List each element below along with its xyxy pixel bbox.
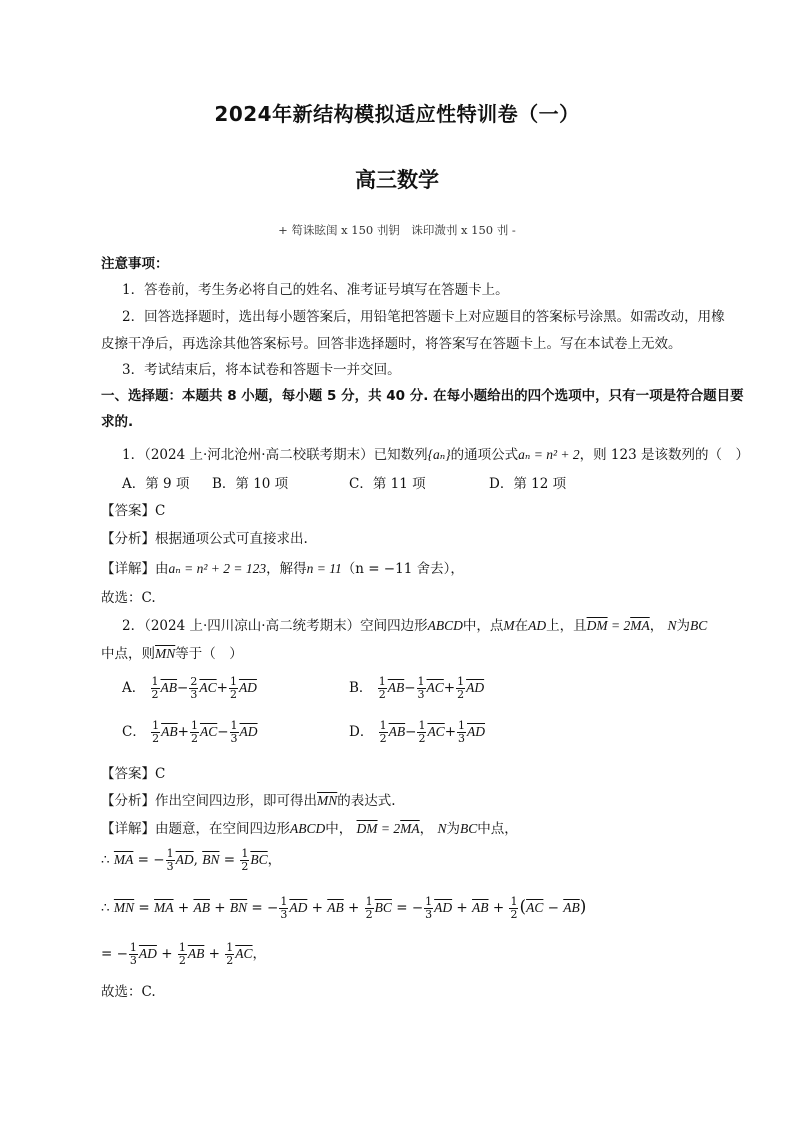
q2-step-1: ∴ $\overline{MA}$ = − $\frac{1}{3}$ $\overline{AD}$, $\overline{BN}$ = $\frac{1}{2}$ $\overline{BC}$， [101, 847, 282, 873]
q1-detail-label: 【详解】由 [101, 561, 169, 577]
q1-stem-c: ，则 123 是该数列的（ ） [579, 447, 749, 463]
q1-conclusion: 故选：C. [101, 590, 156, 606]
q1-detail [101, 557, 464, 577]
q2-step-3: = − $\frac{1}{3}$ $\overline{AD}$ + $\frac{1}{2}$ $\overline{AB}$ + $\frac{1}{2}$ $\overline{AC}$， [101, 941, 266, 967]
q2-detail-e: 中点， [477, 821, 518, 837]
q1-detail-formula: aₙ = n² + 2 = 123 [168, 561, 267, 576]
q2-detail: 【详解】由题意，在空间四边形ABCD中， $\overline{DM} = 2\overline{MA}$， N为BC中点， [101, 821, 518, 837]
q2-stem-c: 在 [514, 618, 529, 634]
q1-detail-n: n = 11 [306, 561, 342, 576]
therefore-symbol-2: ∴ [101, 900, 110, 916]
section-heading-cont: 求的. [101, 414, 134, 430]
q2-detail-d: 为 [446, 821, 460, 837]
therefore-symbol: ∴ [101, 852, 110, 868]
q2-detail-b: 中， [325, 821, 353, 837]
q2-conclusion: 故选：C. [101, 984, 156, 1000]
q2-option-a-label: A． [122, 680, 146, 696]
q2-detail-c: ， [419, 821, 434, 837]
q2-point-m: M [503, 618, 515, 633]
q2-analysis-b: 的表达式. [337, 793, 396, 809]
q2-option-d: D． $\frac{1}{2}$ $\overline{AB}-$ $\frac{1}{2}$ $\overline{AC}+$ $\frac{1}{3}$ $\overline{AD}$ [349, 719, 486, 745]
q1-option-c: C．第 11 项 [349, 476, 426, 492]
q2-segment-bc: BC [690, 618, 708, 633]
q2-segment-ad: AD [528, 618, 547, 633]
notice-item-3: 3．考试结束后，将本试卷和答题卡一并交回。 [122, 362, 401, 378]
q2-stem-line2-a: 中点，则 [101, 646, 155, 662]
q2-stem-line2 [101, 642, 243, 662]
q1-option-d: D．第 12 项 [489, 476, 567, 492]
q2-detail-quad: ABCD [290, 821, 326, 836]
section-heading: 一、选择题：本题共 8 小题，每小题 5 分，共 40 分. 在每小题给出的四个选项中，只有一项是符合题目要 [101, 388, 744, 404]
q2-option-b: B． $\frac{1}{2}$ $\overline{AB}-$ $\frac{1}{3}$ $\overline{AC}+$ $\frac{1}{2}$ $\overline{AD}$ [349, 675, 485, 701]
q2-option-c: C． $\frac{1}{2}$ $\overline{AB}+$ $\frac{1}{2}$ $\overline{AC}-$ $\frac{1}{3}$ $\overline{AD}$ [122, 719, 258, 745]
q2-option-d-label: D． [349, 724, 374, 740]
q2-quad: ABCD [427, 618, 463, 633]
q2-stem-line2-end: 等于（ ） [175, 646, 243, 662]
q1-detail-mid: ，解得 [266, 561, 307, 577]
q1-analysis: 【分析】根据通项公式可直接求出. [101, 531, 308, 547]
q2-analysis [101, 789, 396, 809]
exam-meta: + 笱诛眩闺 x 150 刌钥 诛印溦刌 x 150 刌 - [278, 223, 516, 237]
q1-stem-a: 1．（2024 上·河北沧州·高二校联考期末）已知数列 [122, 447, 428, 463]
q2-step-2: ∴ $\overline{MN} = \overline{MA} + \overline{AB} + \overline{BN}$ = − $\frac{1}{3}$ $\overline{AD} + \overline{AB}$ + $\frac{1}{2}$ $\overline{BC}$ = − $\frac{1}{3}$ $\overline{AD} + \overline{AB}$ + $\frac{1}{2}$ $(\overline{AC} - \overline{AB})$ [101, 895, 587, 921]
q1-option-a: A．第 9 项 [122, 476, 190, 492]
q1-stem [122, 443, 749, 463]
q2-answer: 【答案】C [101, 766, 166, 782]
notice-item-2-cont: 皮擦干净后，再选涂其他答案标号。回答非选择题时，将答案写在答题卡上。写在本试卷上无效。 [101, 336, 682, 352]
q2-analysis-a: 【分析】作出空间四边形，即可得出 [101, 793, 317, 809]
q1-option-b: B．第 10 项 [212, 476, 289, 492]
q2-option-b-label: B． [349, 680, 373, 696]
q2-stem-e: ， [649, 618, 664, 634]
q2-detail-n: N [437, 821, 447, 836]
exam-subject: 高三数学 [355, 168, 439, 192]
exam-title: 2024年新结构模拟适应性特训卷（一） [214, 102, 580, 126]
q1-answer: 【答案】C [101, 503, 166, 519]
q2-vector-mn: $\overline{MN}$ [155, 646, 176, 661]
q1-sequence: {aₙ} [427, 447, 451, 462]
q2-stem-d: 上，且 [546, 618, 587, 634]
q2-analysis-mn: $\overline{MN}$ [317, 793, 338, 808]
q2-relation: $\overline{DM} = 2\overline{MA}$ [586, 618, 650, 633]
q1-formula: aₙ = n² + 2 [518, 447, 580, 462]
q2-stem-a: 2．（2024 上·四川凉山·高二统考期末）空间四边形 [122, 618, 428, 634]
q2-stem-b: 中，点 [462, 618, 504, 634]
q1-stem-b: 的通项公式 [450, 447, 519, 463]
q1-detail-end: （n = −11 舍去）， [341, 561, 464, 577]
q2-point-n: N [667, 618, 677, 633]
notice-heading: 注意事项： [101, 256, 169, 272]
notice-item-1: 1．答卷前，考生务必将自己的姓名、准考证号填写在答题卡上。 [122, 282, 509, 298]
q2-option-c-label: C． [122, 724, 146, 740]
q2-stem [122, 614, 707, 634]
q2-detail-bc: BC [459, 821, 478, 836]
q2-detail-a: 【详解】由题意，在空间四边形 [101, 821, 290, 837]
q2-stem-f: 为 [676, 618, 691, 634]
q2-option-a: A． $\frac{1}{2}$ $\overline{AB}-$ $\frac{2}{3}$ $\overline{AC}+$ $\frac{1}{2}$ $\overline{AD}$ [122, 675, 257, 701]
notice-item-2: 2．回答选择题时，选出每小题答案后，用铅笔把答题卡上对应题目的答案标号涂黑。如需改动，用橡 [122, 309, 725, 325]
